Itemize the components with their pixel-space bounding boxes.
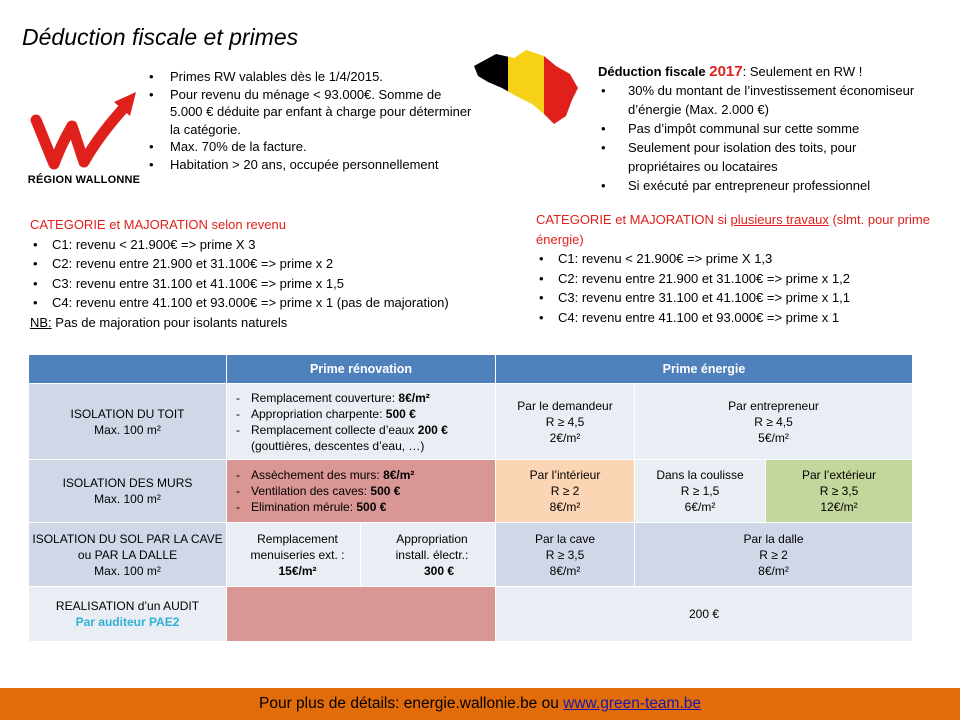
rooster-w-icon — [18, 86, 150, 174]
walls-coulisse-cell — [635, 460, 766, 523]
cell-line: Par la cave — [534, 531, 596, 546]
cell-line: Par l’extérieur — [801, 468, 877, 482]
roof-renovation-list — [227, 390, 495, 454]
row-label-text: ISOLATION DES MURS — [62, 476, 193, 490]
list-item: • C4: revenu entre 41.100 et 93.000€ => prime x 1 (pas de majoration) — [30, 293, 510, 313]
table-row — [29, 384, 913, 460]
row-label-floor — [29, 523, 227, 587]
list-item: • Si exécuté par entrepreneur professionnel — [598, 176, 928, 195]
cell-line: Par la dalle — [743, 531, 804, 546]
cell-value: 15€/m² — [278, 563, 317, 578]
row-label-audit — [29, 587, 227, 642]
item-value: 500 € — [370, 484, 401, 498]
list-item — [233, 390, 489, 406]
deduction-prefix: Déduction fiscale — [598, 64, 710, 79]
cell-line: Par le demandeur — [517, 398, 613, 413]
row-label-walls — [29, 460, 227, 523]
list-item — [233, 467, 489, 483]
list-item: • Max. 70% de la facture. — [146, 138, 476, 156]
list-item — [233, 422, 489, 454]
list-item: • Pour revenu du ménage < 93.000€. Somme de 5.000 € déduite par enfant à charge pour déterminer la catégorie. — [146, 86, 476, 139]
cell-line: 12€/m² — [820, 500, 858, 514]
item-text: Assèchement des murs: — [251, 468, 384, 482]
walls-exterieur-cell — [766, 460, 913, 523]
list-item: • C2: revenu entre 21.900 et 31.100€ => prime x 2 — [30, 254, 510, 274]
row-label-text: ISOLATION DU TOIT — [70, 406, 185, 421]
belgium-flag-map-icon — [470, 44, 582, 128]
row-max-text: Max. 100 m² — [94, 422, 161, 437]
region-wallonne-logo — [18, 86, 150, 190]
cell-line: R ≥ 3,5 — [819, 484, 859, 498]
cell-line: Appropriation — [396, 531, 468, 546]
list-item: • C2: revenu entre 21.900 et 31.100€ => prime x 1,2 — [536, 269, 936, 289]
floor-electr-cell — [361, 523, 496, 587]
floor-cave-cell — [496, 523, 635, 587]
list-item: • C3: revenu entre 31.100 et 41.100€ => prime x 1,5 — [30, 274, 510, 294]
title-part: (slmt. pour prime énergie) — [536, 212, 930, 247]
table-row — [29, 523, 913, 587]
categories-works-list — [536, 249, 936, 327]
floor-menuiseries-cell — [227, 523, 361, 587]
logo-caption: RÉGION WALLONNE — [27, 174, 141, 186]
cell-line: 6€/m² — [684, 500, 716, 514]
green-team-link[interactable]: www.green-team.be — [563, 695, 702, 712]
walls-renovation-list — [227, 467, 495, 515]
cell-line: Par entrepreneur — [728, 398, 819, 413]
table-row — [29, 587, 913, 642]
roof-entrepreneur-cell — [635, 384, 913, 460]
cell-line: Remplacement — [257, 531, 338, 546]
categories-works-block — [536, 210, 936, 327]
list-item: • 30% du montant de l’investissement économiseur d’énergie (Max. 2.000 €) — [598, 81, 928, 119]
cell-line: 5€/m² — [758, 430, 789, 445]
cell-line: 2€/m² — [549, 430, 581, 445]
header-prime-renovation: Prime rénovation — [227, 355, 496, 384]
cell-line: R ≥ 1,5 — [680, 484, 720, 498]
roof-demandeur-cell — [496, 384, 635, 460]
item-text: Remplacement couverture: — [251, 390, 399, 405]
cell-line: 8€/m² — [549, 500, 581, 514]
row-label-text: ISOLATION DU SOL PAR LA CAVE ou PAR LA DALLE — [32, 531, 223, 562]
tax-deduction-block — [598, 62, 928, 195]
list-item: • Primes RW valables dès le 1/4/2015. — [146, 68, 476, 86]
item-text: Remplacement collecte d’eaux — [251, 422, 418, 437]
list-item: • C1: revenu < 21.900€ => prime X 3 — [30, 235, 510, 255]
row-label-text: REALISATION d’un AUDIT — [55, 599, 200, 613]
cell-value: 300 € — [423, 563, 455, 578]
row-max-text: Max. 100 m² — [94, 492, 161, 506]
title-underlined: plusieurs travaux — [730, 212, 829, 227]
list-item: • Seulement pour isolation des toits, pour propriétaires ou locataires — [598, 138, 928, 176]
item-value: 200 € — [417, 422, 448, 437]
list-item: • C3: revenu entre 31.100 et 41.100€ => prime x 1,1 — [536, 288, 936, 308]
cell-line: R ≥ 2 — [759, 547, 788, 562]
row-label-roof — [29, 384, 227, 460]
item-value: 8€/m² — [398, 390, 430, 405]
rw-primes-list — [146, 68, 476, 173]
categories-works-title — [536, 210, 936, 249]
list-item — [233, 406, 489, 422]
audit-renovation-cell — [227, 587, 496, 642]
cell-line: install. électr.: — [395, 547, 469, 562]
floor-dalle-cell — [635, 523, 913, 587]
cell-line: menuiseries ext. : — [250, 547, 345, 562]
cell-line: 8€/m² — [549, 563, 581, 578]
list-item — [233, 483, 489, 499]
item-extra: (gouttières, descentes d’eau, …) — [251, 438, 425, 453]
title-part: CATEGORIE et MAJORATION si — [536, 212, 731, 227]
tax-deduction-heading — [598, 62, 928, 81]
header-prime-energie: Prime énergie — [496, 355, 913, 384]
list-item: • Habitation > 20 ans, occupée personnellement — [146, 156, 476, 174]
list-item: • Pas d’impôt communal sur cette somme — [598, 119, 928, 138]
categories-revenue-list — [30, 235, 510, 313]
deduction-year: 2017 — [709, 63, 743, 80]
audit-energie-cell: 200 € — [496, 587, 913, 642]
header-blank — [29, 355, 227, 384]
item-value: 500 € — [356, 500, 387, 514]
page-title: Déduction fiscale et primes — [22, 24, 299, 50]
table-row — [29, 460, 913, 523]
cell-line: R ≥ 2 — [550, 484, 580, 498]
cell-line: R ≥ 4,5 — [545, 414, 585, 429]
list-item: • C1: revenu < 21.900€ => prime X 1,3 — [536, 249, 936, 269]
cell-line: R ≥ 3,5 — [545, 547, 585, 562]
footer-bar — [0, 688, 960, 720]
footer-text: Pour plus de détails: energie.wallonie.be ou — [258, 695, 564, 712]
cell-line: 8€/m² — [758, 563, 789, 578]
item-value: 500 € — [385, 406, 416, 421]
nb-label: NB: — [30, 314, 52, 330]
cell-line: Dans la coulisse — [656, 468, 744, 482]
categories-revenue-title: CATEGORIE et MAJORATION selon revenu — [30, 217, 286, 232]
cell-line: R ≥ 4,5 — [754, 414, 793, 429]
categories-revenue-block — [30, 215, 510, 332]
tax-deduction-list — [598, 81, 928, 195]
deduction-suffix: : Seulement en RW ! — [742, 64, 863, 79]
table-header-row — [29, 355, 913, 384]
row-max-text: Max. 100 m² — [94, 563, 161, 578]
walls-renovation-cell — [227, 460, 496, 523]
cell-line: Par l’intérieur — [529, 468, 601, 482]
primes-table — [28, 354, 913, 642]
list-item — [233, 499, 489, 515]
item-value: 8€/m² — [383, 468, 415, 482]
auditor-label: Par auditeur PAE2 — [75, 615, 180, 629]
list-item: • C4: revenu entre 41.100 et 93.000€ => prime x 1 — [536, 308, 936, 328]
nb-text: Pas de majoration pour isolants naturels — [51, 314, 288, 330]
item-text: Elimination mérule: — [251, 500, 357, 514]
roof-renovation-cell — [227, 384, 496, 460]
item-text: Ventilation des caves: — [251, 484, 371, 498]
walls-interieur-cell — [496, 460, 635, 523]
item-text: Appropriation charpente: — [251, 406, 386, 421]
natural-insulation-note — [30, 313, 510, 333]
